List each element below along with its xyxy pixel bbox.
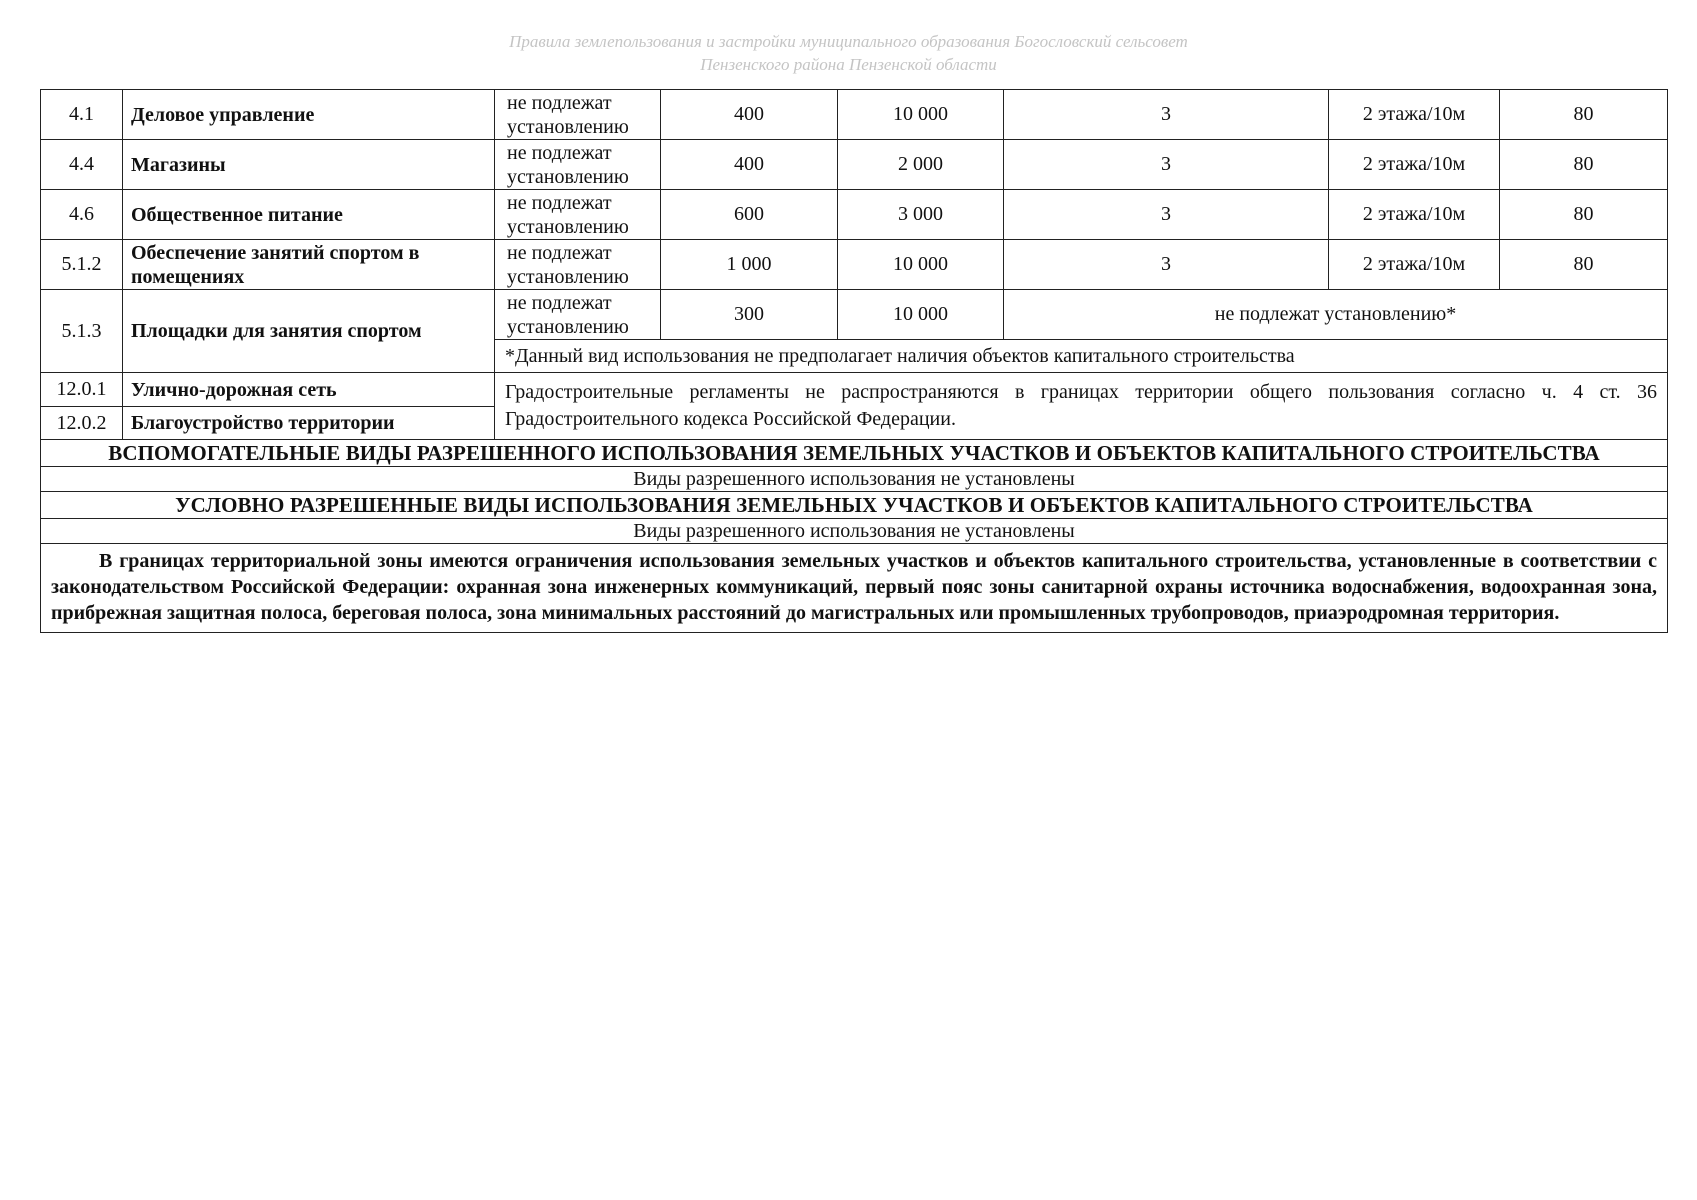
row-height: 2 этажа/10м	[1329, 190, 1500, 240]
row-height: 2 этажа/10м	[1329, 140, 1500, 190]
row-name: Благоустройство территории	[123, 407, 495, 440]
row-height: 2 этажа/10м	[1329, 240, 1500, 290]
row-name: Магазины	[123, 140, 495, 190]
row-min-setback: не подлежат установлению	[495, 290, 661, 340]
row-code: 12.0.1	[41, 373, 123, 407]
row-min-area: 300	[661, 290, 838, 340]
row-min-setback: не подлежат установлению	[495, 240, 661, 290]
row-min-setback: не подлежат установлению	[495, 190, 661, 240]
row-coverage: 80	[1500, 190, 1668, 240]
row-max-area: 10 000	[838, 240, 1004, 290]
auxiliary-title: ВСПОМОГАТЕЛЬНЫЕ ВИДЫ РАЗРЕШЕННОГО ИСПОЛЬЗОВАНИЯ ЗЕМЕЛЬНЫХ УЧАСТКОВ И ОБЪЕКТОВ КАПИТАЛЬНОГО СТРОИТЕЛЬСТВА	[41, 440, 1668, 467]
row-max-area: 3 000	[838, 190, 1004, 240]
row-other-params: не подлежат установлению*	[1004, 290, 1668, 340]
row-code: 5.1.2	[41, 240, 123, 290]
row-max-area: 10 000	[838, 290, 1004, 340]
restrictions-cell	[41, 544, 1668, 633]
row-height: 2 этажа/10м	[1329, 90, 1500, 140]
conditional-text: Виды разрешенного использования не установлены	[41, 519, 1668, 544]
row-min-setback: не подлежат установлению	[495, 90, 661, 140]
restrictions-row	[41, 544, 1668, 633]
conditional-title: УСЛОВНО РАЗРЕШЕННЫЕ ВИДЫ ИСПОЛЬЗОВАНИЯ ЗЕМЕЛЬНЫХ УЧАСТКОВ И ОБЪЕКТОВ КАПИТАЛЬНОГО СТРОИТЕЛЬСТВА	[41, 492, 1668, 519]
road-regulation-note: Градостроительные регламенты не распространяются в границах территории общего пользования согласно ч. 4 ст. 36 Градостроительного кодекса Российской Федерации.	[495, 373, 1668, 440]
table-row	[41, 240, 1668, 290]
row-min-area: 400	[661, 90, 838, 140]
table-row-sport	[41, 290, 1668, 340]
row-min-area: 400	[661, 140, 838, 190]
auxiliary-text: Виды разрешенного использования не установлены	[41, 467, 1668, 492]
section-conditional	[41, 492, 1668, 519]
table-row-road	[41, 373, 1668, 407]
row-setback: 3	[1004, 190, 1329, 240]
table-row	[41, 190, 1668, 240]
restrictions-text: В границах территориальной зоны имеются ограничения использования земельных участков и объектов капитального строительства, установленные в соответствии с законодательством Российской Федерации: охранная зона инженерных коммуникаций, первый пояс зоны санитарной охраны источника водоснабжения, водоохранная зона, прибрежная защитная полоса, береговая полоса, зона минимальных расстояний до магистральных или промышленных трубопроводов, приаэродромная территория.	[51, 550, 1657, 624]
row-code: 12.0.2	[41, 407, 123, 440]
row-coverage: 80	[1500, 90, 1668, 140]
row-setback: 3	[1004, 90, 1329, 140]
row-setback: 3	[1004, 240, 1329, 290]
section-conditional-text	[41, 519, 1668, 544]
row-code: 4.6	[41, 190, 123, 240]
row-max-area: 2 000	[838, 140, 1004, 190]
row-max-area: 10 000	[838, 90, 1004, 140]
section-auxiliary-text	[41, 467, 1668, 492]
row-coverage: 80	[1500, 240, 1668, 290]
row-name: Обеспечение занятий спортом в помещениях	[123, 240, 495, 290]
row-setback: 3	[1004, 140, 1329, 190]
row-min-area: 600	[661, 190, 838, 240]
header-line-2: Пензенского района Пензенской области	[700, 55, 997, 74]
row-name: Площадки для занятия спортом	[123, 290, 495, 373]
section-auxiliary	[41, 440, 1668, 467]
sport-footnote: *Данный вид использования не предполагает наличия объектов капитального строительства	[495, 340, 1668, 373]
row-name: Улично-дорожная сеть	[123, 373, 495, 407]
row-name: Деловое управление	[123, 90, 495, 140]
table-row	[41, 90, 1668, 140]
row-min-area: 1 000	[661, 240, 838, 290]
land-use-table	[40, 89, 1668, 633]
row-code: 4.1	[41, 90, 123, 140]
row-min-setback: не подлежат установлению	[495, 140, 661, 190]
row-name: Общественное питание	[123, 190, 495, 240]
row-code: 4.4	[41, 140, 123, 190]
table-row	[41, 140, 1668, 190]
header-line-1: Правила землепользования и застройки муниципального образования Богословский сельсовет	[509, 32, 1188, 51]
row-code: 5.1.3	[41, 290, 123, 373]
row-coverage: 80	[1500, 140, 1668, 190]
page-header	[0, 30, 1697, 76]
